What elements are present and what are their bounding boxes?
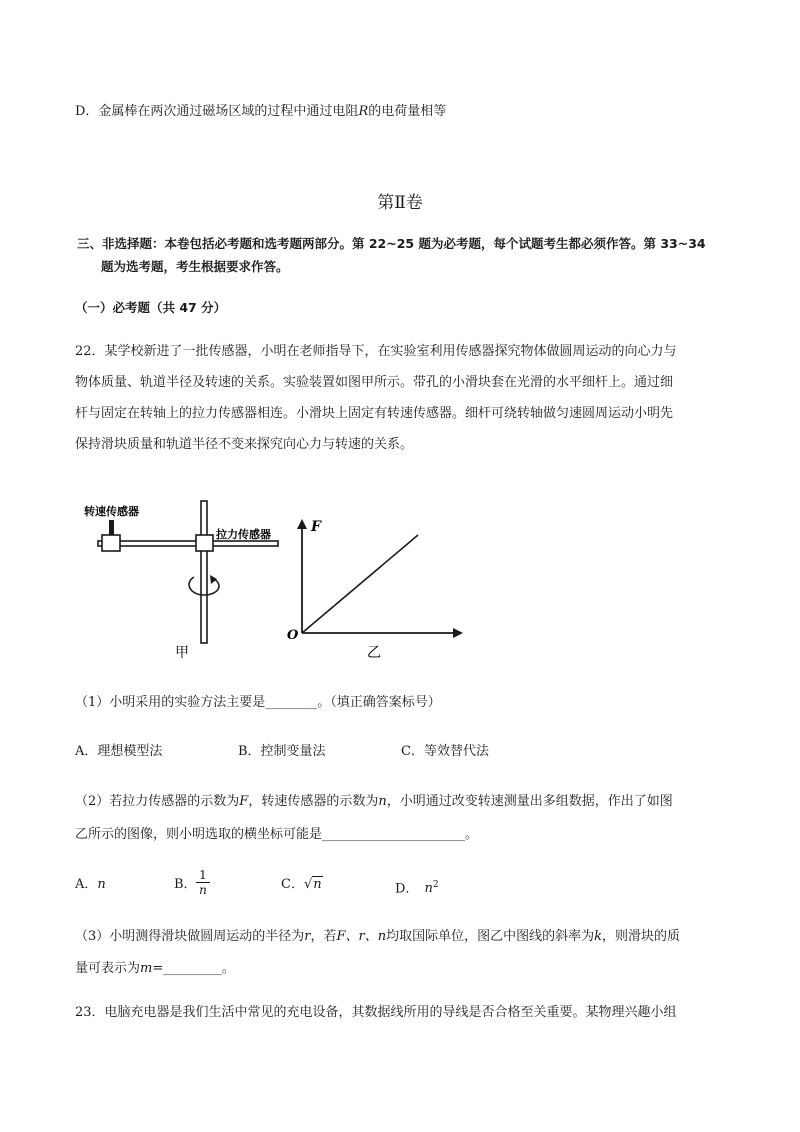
sub3-text-e: 量可表示为 [75, 961, 141, 976]
vars-F-r-n: F、r、n [336, 929, 387, 944]
option-d-value: n [424, 881, 433, 897]
force-sensor-block [196, 535, 213, 551]
prev-option-d [75, 103, 446, 121]
sub1-option-c: C．等效替代法 [401, 744, 489, 759]
sub2-option-a [75, 876, 106, 894]
prev-option-d-end: 的电荷量相等 [368, 104, 447, 119]
part3-line1: 三、非选择题：本卷包括必考题和选考题两部分。第 22~25 题为必考题，每个试题考生都必须作答。第 33~34 [77, 236, 706, 251]
q22-sub1: （1）小明采用的实验方法主要是________。（填正确答案标号） [75, 695, 441, 710]
q22-sub3-line2 [75, 960, 235, 978]
sub2-text-b: ，转速传感器的示数为 [248, 794, 379, 809]
force-sensor-label: 拉力传感器 [216, 528, 271, 541]
q22-line3: 杆与固定在转轴上的拉力传感器相连。小滑块上固定有转速传感器。细杆可绕转轴做匀速圆周运动小明先 [75, 406, 674, 421]
var-r: r [304, 929, 311, 944]
q22-line1: 22．某学校新进了一批传感器，小明在老师指导下，在实验室利用传感器探究物体做圆周运动的向心力与 [75, 344, 677, 359]
sub3-text-a: （3）小明测得滑块做圆周运动的半径为 [75, 929, 305, 944]
sub2-option-c [281, 876, 323, 894]
origin-label: O [287, 628, 299, 643]
x-axis-arrow-icon [453, 628, 463, 638]
fraction-denominator: n [199, 883, 207, 897]
var-R: R [358, 104, 369, 119]
q22-sub2-line1 [75, 793, 673, 811]
part3-line2: 题为选考题，考生根据要求作答。 [101, 259, 289, 274]
sub3-text-d: ，则滑块的质 [602, 929, 681, 944]
fig-a-label: 甲 [175, 645, 189, 661]
option-c-label: C． [281, 877, 304, 892]
var-m: m [140, 961, 153, 976]
fig-b-label: 乙 [367, 645, 381, 661]
graph-line [302, 535, 418, 633]
sub2-text-a: （2）若拉力传感器的示数为 [75, 794, 240, 809]
q22-figure [80, 495, 480, 670]
rotation-arrowhead-icon [210, 575, 217, 584]
sqrt-radicand: n [313, 877, 322, 892]
sub2-option-b-fraction [196, 868, 210, 897]
sub2-option-d [395, 876, 439, 898]
q23-line1: 23．电脑充电器是我们生活中常见的充电设备，其数据线所用的导线是否合格至关重要。某物理兴趣小组 [75, 1005, 677, 1020]
axis-y-label: F [311, 519, 321, 535]
speed-sensor-label: 转速传感器 [84, 505, 139, 518]
horizontal-rod [98, 541, 278, 546]
y-axis-arrow-icon [297, 519, 307, 529]
fraction-numerator: 1 [196, 868, 210, 883]
sqrt-expression [304, 876, 323, 894]
sub2-text-c: ，小明通过改变转速测量出多组数据，作出了如图 [386, 794, 673, 809]
prev-option-d-text: D．金属棒在两次通过磁场区域的过程中通过电阻 [75, 104, 359, 119]
section-title: 第Ⅱ卷 [377, 193, 423, 213]
var-n: n [378, 794, 387, 809]
sub1-option-b: B．控制变量法 [238, 744, 326, 759]
sub2-option-b-label: B． [174, 877, 197, 892]
sub3-text-c: 均取国际单位，图乙中图线的斜率为 [386, 929, 595, 944]
q22-sub2-line2: 乙所示的图像，则小明选取的横坐标可能是______________________。 [75, 827, 479, 842]
q22-line2: 物体质量、轨道半径及转速的关系。实验装置如图甲所示。带孔的小滑块套在光滑的水平细杆上。通过细 [75, 375, 674, 390]
option-a-label: A． [75, 877, 98, 892]
rotation-shaft [201, 501, 207, 643]
option-d-label: D． [395, 881, 419, 897]
q22-line4: 保持滑块质量和轨道半径不变来探究向心力与转速的关系。 [75, 437, 414, 452]
option-a-value: n [97, 877, 106, 892]
sqrt-icon: √ [303, 877, 313, 892]
subsection-title: （一）必考题（共 47 分） [75, 300, 227, 315]
sub3-text-b: ，若 [310, 929, 337, 944]
slider-block [102, 535, 120, 551]
var-F: F [239, 794, 249, 809]
sub1-option-a: A．理想模型法 [75, 744, 163, 759]
q22-sub3-line1 [75, 928, 680, 946]
var-k: k [594, 929, 603, 944]
sub3-text-f: =_________。 [152, 961, 235, 976]
option-d-exponent: 2 [432, 880, 439, 890]
